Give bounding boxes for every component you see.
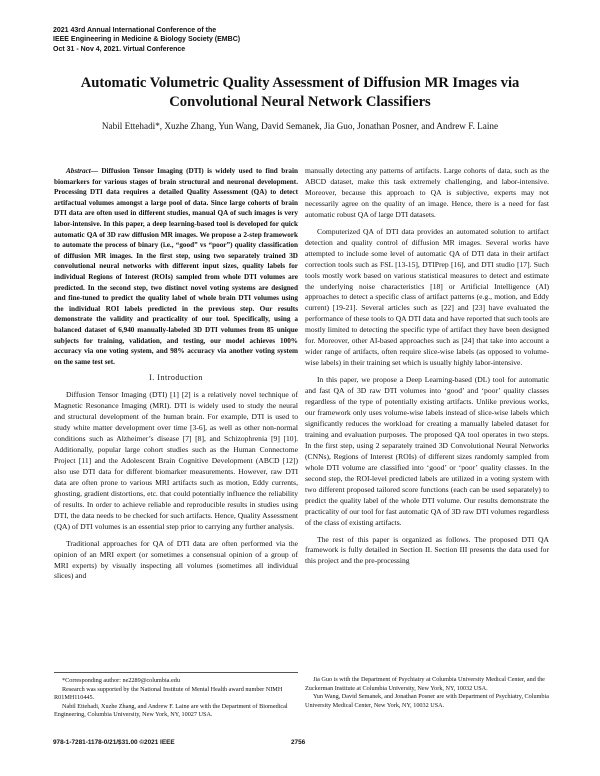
footnote-corresponding-author: *Corresponding author: ne2289@columbia.edu bbox=[62, 677, 180, 684]
footnote-affiliation: Yun Wang, David Semanek, and Jonathan Posner are with Department of Psychiatry, Columbia University Medical Center, New York, NY, 10032 USA. bbox=[305, 693, 549, 709]
body-paragraph: Computerized QA of DTI data provides an automated solution to artifact detection and quality control of diffusion MR images. Several works have attempted to include some level of automatic QA of DTI data in their artifact correction tools such as FSL [13-15], DTIPrep [16], and DTI studio [17]. Such tools mostly work based on various statistical measures to detect and estimate the underlying noise characteristics [18] or Artificial Intelligence (AI) approaches to detect a specific class of artifact patterns (e.g., motion, and Eddy current) [19-21]. Several articles such as [22] and [23] have evaluated the performance of these tools to QA DTI data and have reported that such tools are mostly limited to detecting the specific type of artifact they have been designed for. Moreover, other AI-based approaches such as [24] that take into account a wider range of artifacts, often require slice-wise labels (as opposed to volume-wise labels) in their training set which is usually highly labor-intensive. bbox=[305, 226, 549, 368]
author-list: Nabil Ettehadi*, Xuzhe Zhang, Yun Wang, David Semanek, Jia Guo, Jonathan Posner, and Andrew F. Laine bbox=[101, 121, 499, 131]
conference-line-1: 2021 43rd Annual International Conference of the bbox=[53, 27, 217, 34]
abstract-label: Abstract bbox=[66, 167, 91, 175]
footnote-funding: Research was supported by the National Institute of Mental Health award number NIMH R01MH110445. bbox=[54, 685, 283, 702]
body-paragraph: The rest of this paper is organized as follows. The proposed DTI QA framework is fully detailed in Section II. Section III presents the data used for this project and the pre-processing bbox=[305, 534, 549, 566]
conference-header bbox=[53, 26, 240, 54]
body-paragraph: In this paper, we propose a Deep Learning-based (DL) tool for automatic and fast QA of 3D raw DTI volumes into ‘good’ and ‘poor’ quality classes regardless of the type of potentially existing artifacts. Unlike previous works, our framework only uses volume-wise labels instead of slice-wise labels which significantly reduces the workload for creating a manually labeled dataset for training and evaluation purposes. The proposed QA tool operates in two steps. In the first step, using 2 separately trained 3D Convolutional Neural Networks (CNNs), Regions of Interest (ROIs) of different sizes randomly sampled from whole DTI volume are classified into ‘good’ or ‘poor’ quality classes. In the second step, the ROI-level predicted labels are utilized in a voting system with two different proposed tailored score functions (each can be used separately) to predict the quality label of the whole DTI volume. Our results demonstrate the practicality of our tool for fast automatic QA of 3D raw DTI volumes regardless of the class of existing artifacts. bbox=[305, 375, 549, 527]
right-column bbox=[305, 166, 549, 573]
footnote-affiliation: Jia Guo is with the Department of Psychiatry at Columbia University Medical Center, and the Zuckerman Institute at Columbia University, New York, NY, 10032 USA. bbox=[305, 676, 545, 692]
abstract bbox=[54, 166, 298, 367]
section-heading-introduction: I. Introduction bbox=[149, 373, 203, 383]
body-paragraph: Diffusion Tensor Imaging (DTI) [1] [2] is a relatively novel technique of Magnetic Resonance Imaging (MRI). DTI is widely used to study the neural and structural development of the human brain. For example, DTI is used to study white matter development over time [3-6], as well as other non-normal conditions such as Alzheimer’s disease [7] [8], and Schizophrenia [9] [10]. Additionally, popular large cohort studies such as the Human Connectome Project [11] and the Adolescent Brain Cognitive Development (ABCD [12]) also use DTI data for different biomarker measurements. However, raw DTI data are often prone to various MRI artifacts such as motion, Eddy currents, ghosting, gradient distortions, etc. that could potentially influence the reliability of results. In order to achieve reliable and reproducible results in studies using DTI, the data needs to be checked for such artifacts. Hence, Quality Assessment (QA) of DTI volumes is an essential step prior to carrying any further analysis. bbox=[54, 390, 298, 531]
footnotes-right bbox=[305, 672, 549, 710]
footnote-affiliation: Nabil Ettehadi, Xuzhe Zhang, and Andrew F. Laine are with the Department of Biomedical Engineering, Columbia University, New York, NY, 10027 USA. bbox=[54, 702, 288, 719]
footer-copyright: 978-1-7281-1178-0/21/$31.00 ©2021 IEEE bbox=[53, 739, 175, 746]
page-number: 2756 bbox=[291, 739, 306, 746]
left-column bbox=[54, 166, 298, 588]
body-paragraph: Traditional approaches for QA of DTI data are often performed via the opinion of an MRI expert (or sometimes a consensual opinion of a group of MRI experts) by visually inspecting all volumes (sometimes all individual slices) and bbox=[54, 538, 298, 581]
conference-line-3: Oct 31 - Nov 4, 2021. Virtual Conference bbox=[53, 45, 186, 53]
abstract-text: — Diffusion Tensor Imaging (DTI) is widely used to find brain biomarkers for various stages of brain structural and neuronal development. Processing DTI data requires a detailed Quality Assessment (QA) to detect artifactual volumes amongst a large pool of data. Since large cohorts of brain DTI data are often used in different studies, manual QA of such images is very labor-intensive. In this paper, a deep learning-based tool is developed for quick automatic QA of 3D raw diffusion MR images. We propose a 2-step framework to automate the process of binary (i.e., “good” vs “poor”) quality classification of diffusion MR images. In the first step, using two separately trained 3D convolutional neural networks with different input sizes, quality labels for individual Regions of Interest (ROIs) sampled from whole DTI volumes are predicted. In the second step, two distinct novel voting systems are designed and fine-tuned to predict the quality label of whole brain DTI volumes using the individual ROI labels predicted in the previous step. Our results demonstrate the validity and practicality of our tool. Specifically, using a balanced dataset of 6,940 manually-labeled 3D DTI volumes from 85 unique subjects for training, validation, and testing, our model achieves 100% accuracy via one voting system, and 98% accuracy via another voting system on the same test set. bbox=[54, 167, 298, 366]
conference-line-2: IEEE Engineering in Medicine & Biology Society (EMBC) bbox=[53, 36, 241, 44]
footnotes-left bbox=[54, 672, 298, 720]
paper-title: Automatic Volumetric Quality Assessment of Diffusion MR Images via Convolutional Neural Network Classifiers bbox=[80, 75, 520, 110]
body-paragraph: manually detecting any patterns of artifacts. Large cohorts of data, such as the ABCD dataset, make this task extremely challenging, and labor-intensive. Moreover, because this approach to QA is subjective, experts may not necessarily agree on the quality of an image. Hence, there is a need for fast automatic robust QA of large DTI datasets. bbox=[305, 166, 549, 219]
